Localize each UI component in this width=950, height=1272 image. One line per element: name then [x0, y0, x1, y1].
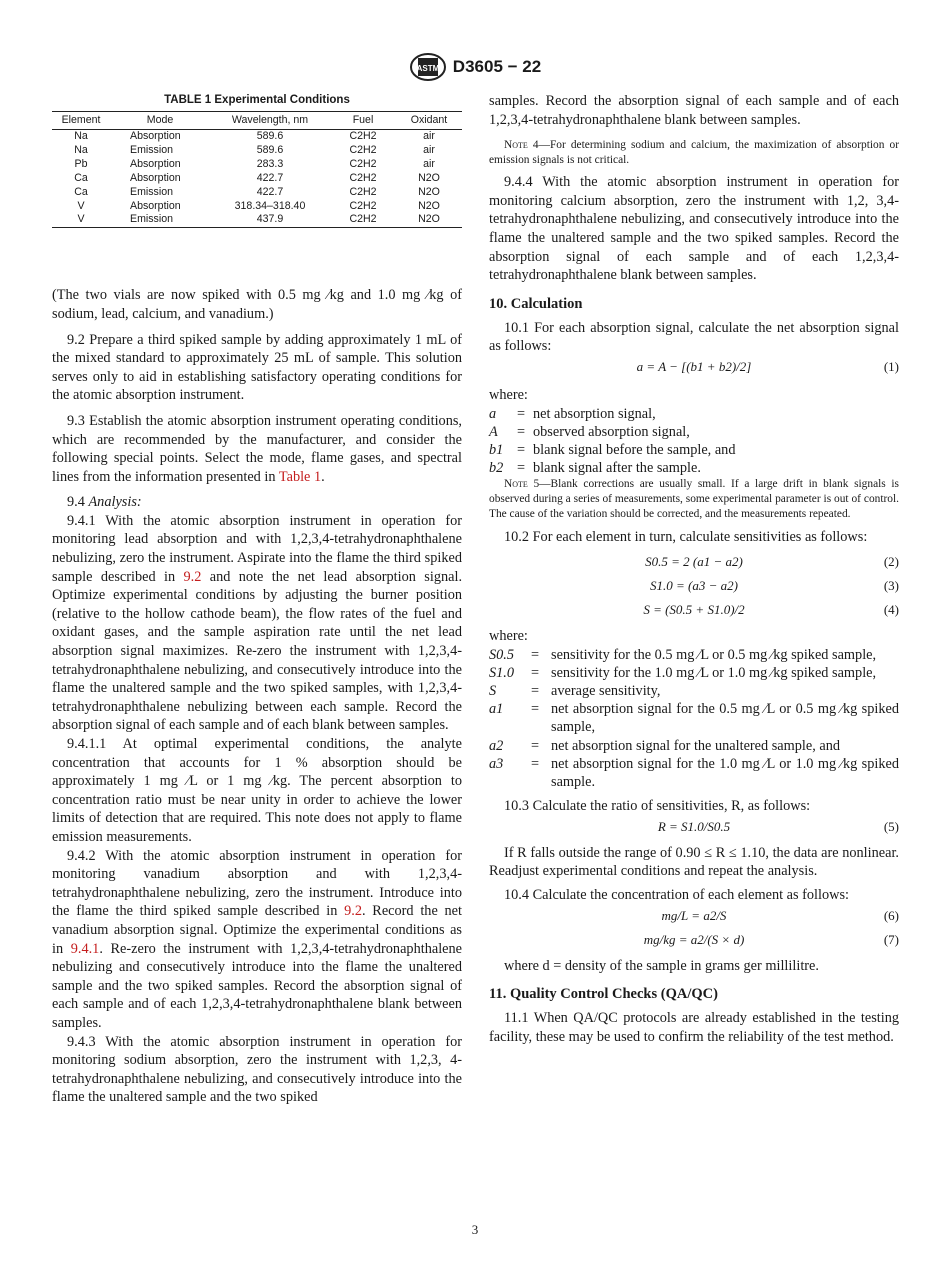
- table-cell: Emission: [130, 143, 173, 156]
- table-1-link[interactable]: Table 1: [278, 468, 322, 485]
- definition-eq: =: [531, 682, 540, 699]
- document-designation: D3605 − 22: [452, 57, 542, 76]
- table-cell: N2O: [396, 213, 462, 227]
- table-row: [52, 172, 462, 186]
- definition-item: [489, 682, 899, 700]
- paragraph-9-4: 9.4 Analysis:: [67, 494, 142, 511]
- definition-item: [489, 755, 899, 791]
- right-column: [489, 92, 899, 1046]
- definition-txt: net absorption signal,: [533, 405, 656, 422]
- table-row: [52, 130, 462, 144]
- table-cell: 589.6: [256, 130, 284, 142]
- paragraph-9-2: 9.2 Prepare a third spiked sample by adding approximately 1 mL of the mixed standard to approximately 25 mL of sample. This solution serves only to aid in establishing satisfactory operating conditions for the atomic absorption instrument.: [52, 331, 462, 404]
- table-row: [52, 158, 462, 172]
- column-header: Wavelength, nm: [210, 112, 330, 130]
- paragraph-11-1: 11.1 When QA/QC protocols are already established in the testing facility, these may be used to confirm the reliability of the test method.: [489, 1010, 899, 1045]
- definitions-list-2: [489, 646, 899, 792]
- table-cell: 437.9: [210, 213, 330, 227]
- column-header: Oxidant: [396, 112, 462, 130]
- section-9-4-1-link[interactable]: 9.4.1: [70, 940, 100, 957]
- note-4: Note 4—For determining sodium and calcium, the maximization of absorption or emission signals is not critical.: [489, 139, 899, 167]
- definition-item: [489, 441, 899, 459]
- definition-sym: b2: [489, 460, 504, 477]
- definition-eq: =: [517, 405, 526, 422]
- paragraph-9-4-1: 9.4.1 With the atomic absorption instrument in operation for monitoring lead absorption and with 1,2,3,4-tetrahydronaphthalene nebulizing, zero the instrument. Aspirate into the flame the third spiked sample described in 9.2 and note the net lead absorption signal. Optimize experimental conditions by adjusting the burner position (relative to the hollow cathode beam), the flow rates of the fuel and oxidant gases, and the sample aspiration rate until the net lead absorption signal maximizes. Re-zero the instrument with 1,2,3,4-tetrahydronaphthalene nebulizing, and consecutively introduce into the flame the unaltered sample and the two spiked samples, with 1,2,3,4-tetrahydronaphthalene nebulizing between each sample. Record the absorption signal of each sample and of each blank between samples.: [52, 512, 463, 734]
- table-cell: Ca: [74, 171, 88, 184]
- table-cell: 283.3: [256, 157, 284, 170]
- table-row: [52, 186, 462, 200]
- definition-eq: =: [531, 755, 540, 772]
- definition-eq: =: [531, 701, 540, 718]
- table-cell: air: [423, 143, 435, 156]
- section-heading-10: 10. Calculation: [489, 295, 583, 312]
- paragraph-9-4-1-1: 9.4.1.1 At optimal experimental conditions, the analyte concentration that accounts for 1 % absorption should be approximately 1 mg ⁄L or 1 mg ⁄kg. The percent absorption to concentration ratio must be near unity in order to achieve the lower limits of detection that are required. This note does not apply to flame emission measurements.: [52, 736, 462, 845]
- equation-6: mg/L = a2/S (6): [661, 907, 899, 923]
- page-number: 3: [471, 1222, 479, 1237]
- definition-sym: a3: [489, 755, 504, 772]
- table-cell: 422.7: [256, 171, 284, 184]
- equation-5: R = S1.0/S0.5 (5): [657, 818, 899, 834]
- table-cell: C2H2: [349, 199, 377, 212]
- table-cell: Absorption: [130, 171, 181, 184]
- page-header: [0, 52, 950, 82]
- table-cell: N2O: [418, 185, 440, 198]
- definition-sym: a2: [489, 737, 504, 754]
- table-cell: Na: [74, 143, 88, 156]
- definition-txt: sensitivity for the 1.0 mg ⁄L or 1.0 mg ⁄kg spiked sample,: [551, 664, 877, 681]
- definition-sym: b1: [489, 441, 504, 458]
- paragraph-density: where d = density of the sample in grams ger millilitre.: [504, 957, 819, 974]
- definition-sym: a: [489, 405, 497, 422]
- paragraph-continued: samples. Record the absorption signal of each sample and of each 1,2,3,4-tetrahydronaphthalene blank between samples.: [489, 93, 899, 128]
- table-cell: C2H2: [330, 213, 396, 227]
- definition-item: [489, 405, 899, 423]
- definition-txt: blank signal before the sample, and: [533, 441, 736, 458]
- paragraph-9-4-3: 9.4.3 With the atomic absorption instrument in operation for monitoring sodium absorption, zero the instrument with 1,2,3, 4-tetrahydronaphthalene nebulizing, and consecutively introduce into the flame the unaltered sample and the two spiked: [52, 1033, 462, 1106]
- paragraph-9-3: 9.3 Establish the atomic absorption instrument operating conditions, which are recommended by the manufacturer, and consider the following special points. Select the mode, flame gases, and spectral lines from the information presented in Table 1.: [52, 412, 462, 485]
- left-column: [52, 92, 462, 1107]
- table-row: [52, 213, 462, 227]
- definition-sym: A: [489, 423, 498, 440]
- table-cell: air: [423, 130, 435, 142]
- definition-item: [489, 459, 899, 477]
- section-9-2-link[interactable]: 9.2: [183, 568, 202, 585]
- table-cell: Absorption: [130, 199, 181, 212]
- definition-txt: net absorption signal for the unaltered sample, and: [551, 737, 841, 754]
- table-cell: C2H2: [349, 185, 377, 198]
- paragraph-9-4-4: 9.4.4 With the atomic absorption instrument in operation for monitoring calcium absorption, zero the instrument with 1,2, 3,4-tetrahydronaphthalene nebulizing, and consecutively introduce into the flame the unaltered sample and the two spiked samples. Record the absorption signal of each sample and of each 1,2,3,4-tetrahydronaphthalene blank between samples.: [489, 174, 899, 284]
- definition-txt: net absorption signal for the 0.5 mg ⁄L or 0.5 mg ⁄kg spiked sample,: [551, 701, 899, 736]
- table-cell: C2H2: [349, 130, 377, 142]
- table-cell: 589.6: [256, 143, 284, 156]
- table-cell: Emission: [110, 213, 210, 227]
- definition-sym: S0.5: [489, 646, 515, 663]
- definition-txt: observed absorption signal,: [533, 423, 690, 440]
- paragraph-9-4-2: 9.4.2 With the atomic absorption instrument in operation for monitoring vanadium absorption and with 1,2,3,4-tetrahydronaphthalene nebulizing, zero the instrument. Introduce into the flame the third spiked sample described in 9.2. Record the net vanadium absorption signal. Optimize the experimental conditions as in 9.4.1. Re-zero the instrument with 1,2,3,4-tetrahydronaphthalene nebulizing and consecutively introduce into the flame the unaltered sample and the two spiked samples. Record the absorption signal of each sample and of each 1,2,3,4-tetrahydronaphthalene blank between samples.: [52, 847, 463, 1031]
- table-header-row: [52, 112, 462, 130]
- definition-txt: net absorption signal for the 1.0 mg ⁄L or 1.0 mg ⁄kg spiked sample.: [551, 755, 899, 790]
- definition-txt: average sensitivity,: [551, 682, 661, 699]
- column-header: Fuel: [330, 112, 396, 130]
- table-cell: air: [423, 157, 435, 170]
- table-row: [52, 200, 462, 214]
- where-label: where:: [489, 627, 528, 644]
- table-cell: Pb: [74, 157, 88, 170]
- definition-eq: =: [531, 646, 540, 663]
- equation-1: a = A − [(b1 + b2)/2] (1): [636, 358, 899, 374]
- paragraph-10-1: 10.1 For each absorption signal, calculate the net absorption signal as follows:: [489, 319, 899, 355]
- table-cell: Absorption: [130, 130, 181, 142]
- paragraph-10-3: 10.3 Calculate the ratio of sensitivities, R, as follows:: [504, 798, 811, 815]
- note-5: Note 5—Blank corrections are usually small. If a large drift in blank signals is observed during a series of measurements, some experimental parameter is out of control. The cause of the variation should be corrected, and the measurements repeated.: [489, 478, 899, 521]
- table-cell: V: [77, 199, 85, 212]
- experimental-conditions-table: [52, 111, 462, 228]
- definition-txt: blank signal after the sample.: [533, 460, 701, 477]
- definition-eq: =: [531, 664, 540, 681]
- column-header: Element: [52, 112, 110, 130]
- definition-eq: =: [531, 737, 540, 754]
- definition-item: [489, 700, 899, 736]
- definition-sym: S: [489, 682, 497, 699]
- table-cell: C2H2: [349, 143, 377, 156]
- definition-txt: sensitivity for the 0.5 mg ⁄L or 0.5 mg ⁄kg spiked sample,: [551, 646, 877, 663]
- paragraph-10-2: 10.2 For each element in turn, calculate sensitivities as follows:: [504, 529, 868, 546]
- paragraph-10-3-b: If R falls outside the range of 0.90 ≤ R ≤ 1.10, the data are nonlinear. Readjust experimental conditions and repeat the analysis.: [489, 844, 899, 880]
- column-header: Mode: [110, 112, 210, 130]
- definition-eq: =: [517, 423, 526, 440]
- table-cell: N2O: [418, 171, 440, 184]
- equation-3: S1.0 = (a3 − a2) (3): [650, 577, 899, 593]
- paragraph-10-4: 10.4 Calculate the concentration of each element as follows:: [504, 886, 849, 903]
- table-title: TABLE 1 Experimental Conditions: [164, 94, 350, 106]
- table-row: [52, 144, 462, 158]
- table-cell: 422.7: [256, 185, 284, 198]
- definition-item: [489, 737, 899, 755]
- astm-logo-icon: [409, 52, 447, 82]
- definition-eq: =: [517, 441, 526, 458]
- table-cell: V: [52, 213, 110, 227]
- equation-2: S0.5 = 2 (a1 − a2) (2): [645, 553, 899, 569]
- table-cell: C2H2: [349, 157, 377, 170]
- table-cell: Emission: [130, 185, 173, 198]
- definition-eq: =: [517, 460, 526, 477]
- paragraph-vials: (The two vials are now spiked with 0.5 mg ⁄kg and 1.0 mg ⁄kg of sodium, lead, calcium, and vanadium.): [52, 287, 462, 322]
- section-9-2-link[interactable]: 9.2: [344, 903, 362, 920]
- table-cell: Na: [74, 130, 88, 142]
- definition-sym: a1: [489, 701, 504, 718]
- equation-4: S = (S0.5 + S1.0)/2 (4): [643, 601, 899, 617]
- definition-item: [489, 646, 899, 664]
- section-heading-11: 11. Quality Control Checks (QA/QC): [489, 986, 718, 1003]
- table-cell: C2H2: [349, 171, 377, 184]
- table-cell: Absorption: [130, 157, 181, 170]
- equation-7: mg/kg = a2/(S × d) (7): [643, 931, 899, 947]
- table-cell: Ca: [74, 185, 88, 198]
- definition-item: [489, 423, 899, 441]
- table-cell: N2O: [418, 199, 440, 212]
- svg-text:ASTM: ASTM: [416, 64, 440, 73]
- definition-item: [489, 664, 899, 682]
- where-label: where:: [489, 386, 528, 403]
- table-cell: 318.34–318.40: [234, 199, 306, 212]
- definition-sym: S1.0: [489, 664, 515, 681]
- definitions-list-1: [489, 405, 899, 478]
